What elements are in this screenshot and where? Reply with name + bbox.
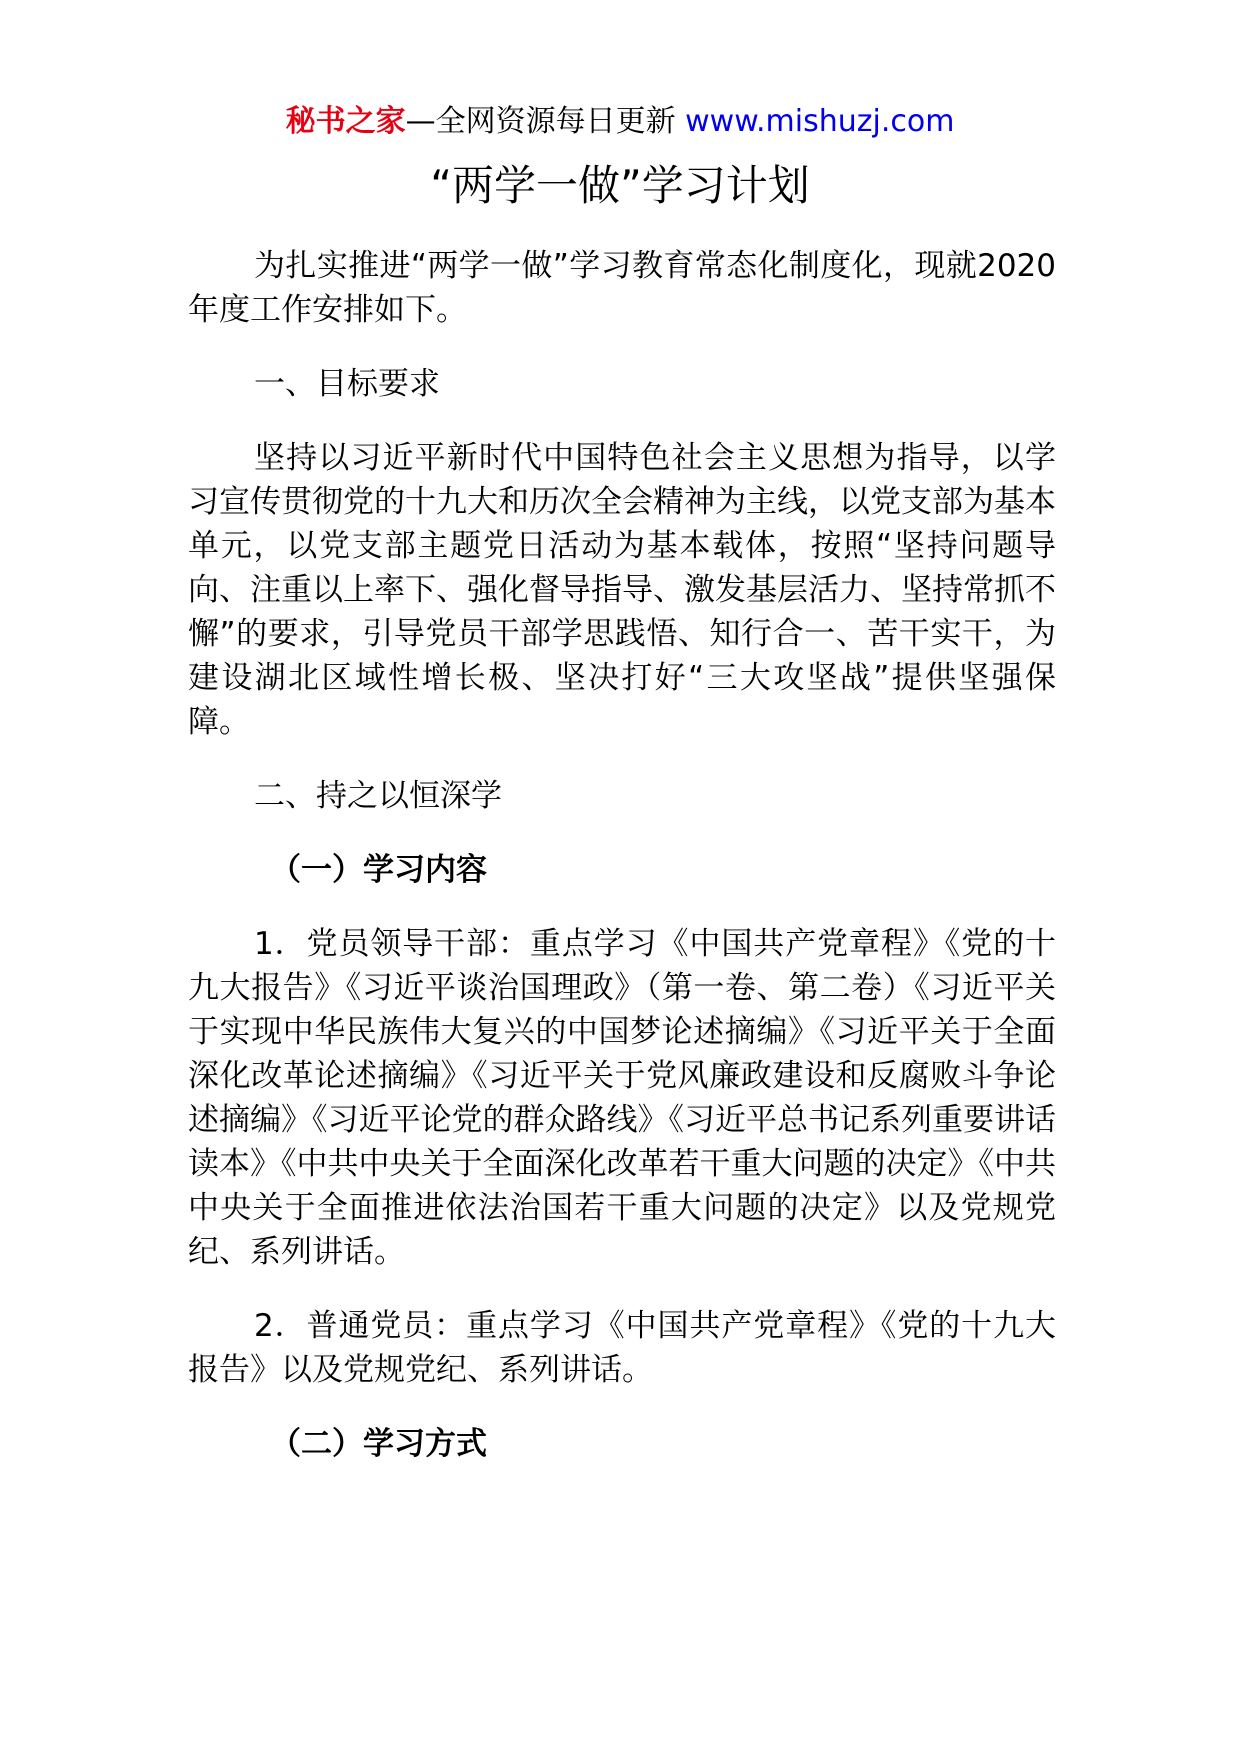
header-tagline: —全网资源每日更新 [405,104,676,139]
brand-name: 秘书之家 [285,104,406,139]
study-item-leaders: 1．党员领导干部：重点学习《中国共产党章程》《党的十九大报告》《习近平谈治国理政》（第一卷、第二卷）《习近平关于实现中华民族伟大复兴的中国梦论述摘编》《习近平关于全面深化改革论述摘编》《习近平关于党风廉政建设和反腐败斗争论述摘编》《习近平论党的群众路线》《习近平总书记系列重要讲话读本》《中共中央关于全面深化改革若干重大问题的决定》《中共中央关于全面推进依法治国若干重大问题的决定》以及党规党纪、系列讲话。 [188,926,1056,1270]
intro-paragraph: 为扎实推进“两学一做”学习教育常态化制度化，现就2020年度工作安排如下。 [188,248,1056,328]
subheading-study-content: （一）学习内容 [270,852,487,888]
section-heading-study: 二、持之以恒深学 [254,778,502,814]
section-heading-goals: 一、目标要求 [254,366,440,402]
subheading-study-method: （二）学习方式 [270,1426,487,1462]
study-item-members: 2．普通党员：重点学习《中国共产党章程》《党的十九大报告》以及党规党纪、系列讲话。 [188,1308,1056,1388]
site-header [0,100,1240,144]
document-body [188,244,1056,1496]
goals-paragraph: 坚持以习近平新时代中国特色社会主义思想为指导，以学习宣传贯彻党的十九大和历次全会精神为主线，以党支部为基本单元，以党支部主题党日活动为基本载体，按照“坚持问题导向、注重以上率下、强化督导指导、激发基层活力、坚持常抓不懈”的要求，引导党员干部学思践悟、知行合一、苦干实干，为建设湖北区域性增长极、坚决打好“三大攻坚战”提供坚强保障。 [188,440,1056,740]
document-title: “两学一做”学习计划 [430,161,810,210]
site-url-link[interactable]: www.mishuzj.com [685,104,955,139]
